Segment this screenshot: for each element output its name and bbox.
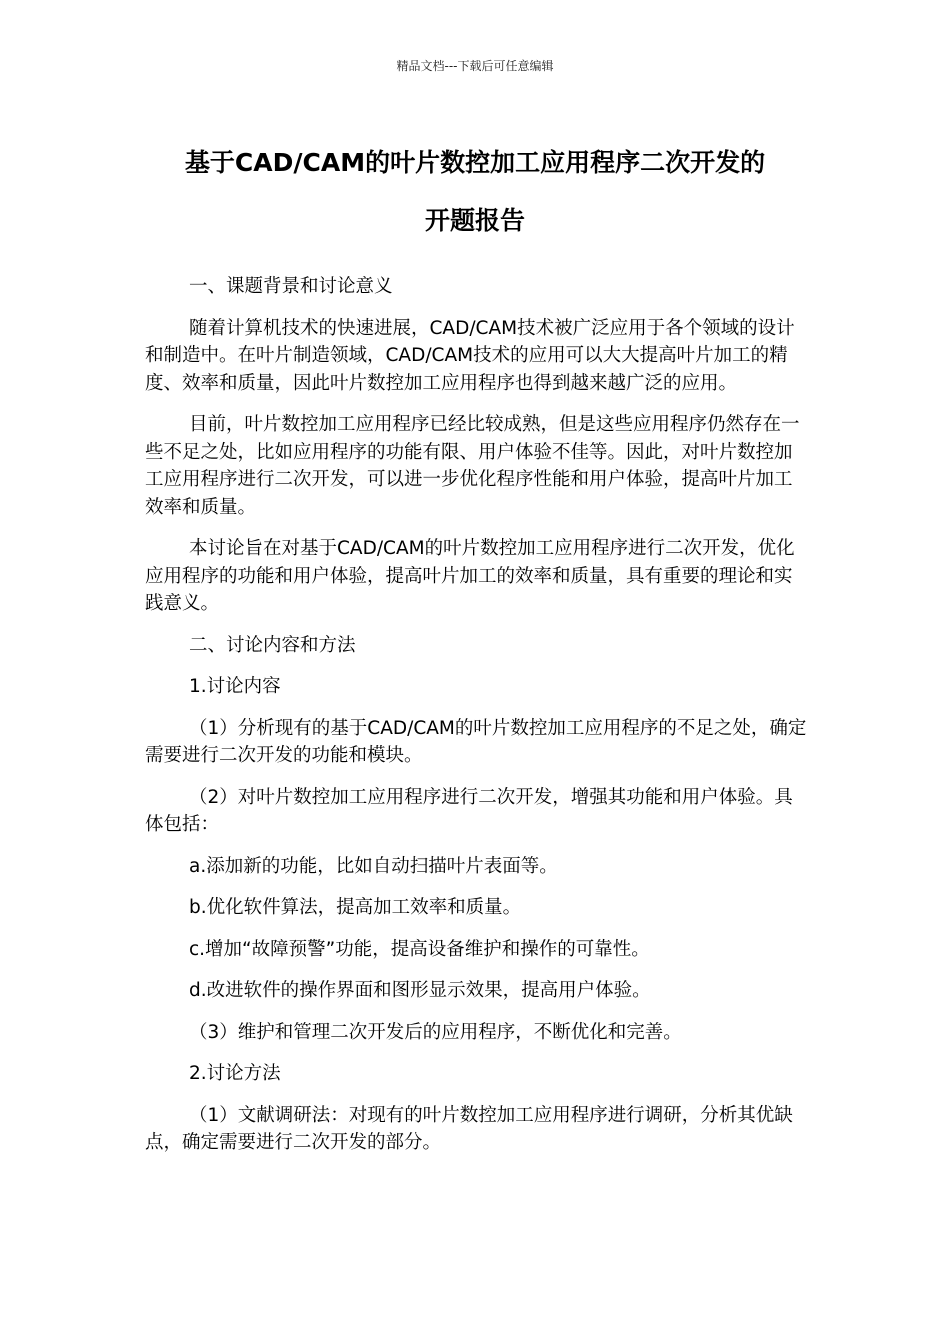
section-heading-content-method: 二、讨论内容和方法	[189, 634, 356, 656]
content-item-3: （3）维护和管理二次开发后的应用程序，不断优化和完善。	[189, 1021, 682, 1043]
content-item-2b: b.优化软件算法，提高加工效率和质量。	[189, 897, 522, 918]
content-item-2: （2）对叶片数控加工应用程序进行二次开发，增强其功能和用户体验。具体包括：	[145, 786, 793, 835]
subheading-research-content: 1.讨论内容	[189, 676, 281, 697]
content-item-2a: a.添加新的功能，比如自动扫描叶片表面等。	[189, 855, 558, 877]
page-header: 精品文档---下载后可任意编辑	[396, 59, 554, 73]
content-item-1: （1）分析现有的基于CAD/CAM的叶片数控加工应用程序的不足之处，确定需要进行二次开发的功能和模块。	[145, 717, 807, 766]
document-body	[145, 273, 810, 1171]
paragraph-background-1: 随着计算机技术的快速进展，CAD/CAM技术被广泛应用于各个领域的设计和制造中。在叶片制造领域，CAD/CAM技术的应用可以大大提高叶片加工的精度、效率和质量，因此叶片数控加工应用程序也得到越来越广泛的应用。	[145, 317, 795, 394]
document-title	[120, 134, 830, 250]
method-item-1: （1）文献调研法：对现有的叶片数控加工应用程序进行调研，分析其优缺点，确定需要进行二次开发的部分。	[145, 1104, 793, 1153]
content-item-2c: c.增加“故障预警”功能，提高设备维护和操作的可靠性。	[189, 938, 650, 960]
paragraph-background-2: 目前，叶片数控加工应用程序已经比较成熟，但是这些应用程序仍然存在一些不足之处，比如应用程序的功能有限、用户体验不佳等。因此，对叶片数控加工应用程序进行二次开发，可以进一步优化程序性能和用户体验，提高叶片加工效率和质量。	[145, 414, 800, 518]
section-heading-background: 一、课题背景和讨论意义	[189, 276, 393, 297]
title-line-1: 基于CAD/CAM的叶片数控加工应用程序二次开发的	[184, 148, 766, 177]
title-line-2: 开题报告	[424, 206, 525, 235]
content-item-2d: d.改进软件的操作界面和图形显示效果，提高用户体验。	[189, 980, 651, 1001]
paragraph-background-3: 本讨论旨在对基于CAD/CAM的叶片数控加工应用程序进行二次开发，优化应用程序的功能和用户体验，提高叶片加工的效率和质量，具有重要的理论和实践意义。	[145, 538, 795, 614]
subheading-research-method: 2.讨论方法	[189, 1063, 281, 1084]
